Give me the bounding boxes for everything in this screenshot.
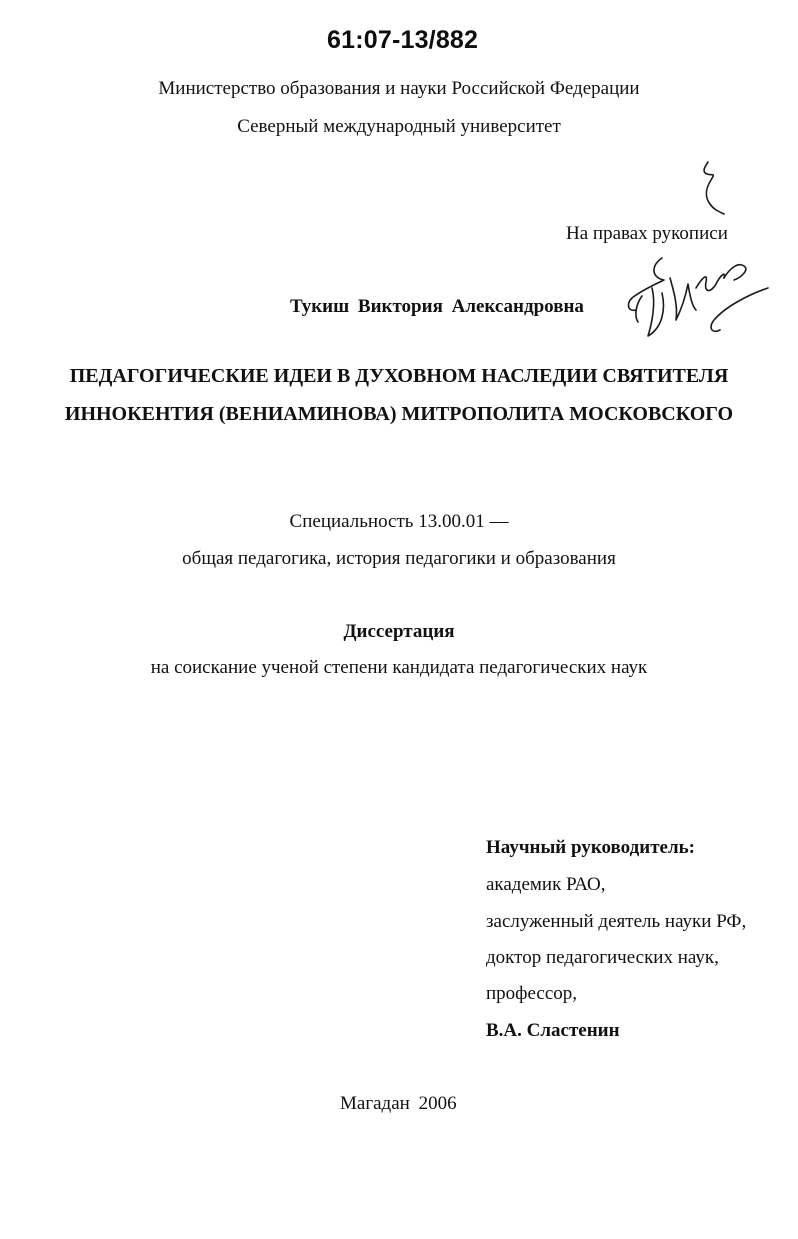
university-name: Северный международный университет: [237, 116, 561, 137]
document-type: Диссертация: [343, 621, 455, 642]
advisor-title: заслуженный деятель науки РФ,: [486, 911, 747, 932]
advisor-title: академик РАО,: [486, 874, 606, 895]
manuscript-rights-note: На правах рукописи: [566, 223, 728, 244]
advisor-title: профессор,: [486, 983, 578, 1004]
author-name: Тукиш Виктория Александровна: [290, 296, 584, 317]
handwritten-mark: [698, 160, 728, 220]
dissertation-title-line-1: ПЕДАГОГИЧЕСКИЕ ИДЕИ В ДУХОВНОМ НАСЛЕДИИ СВЯТИТЕЛЯ: [69, 365, 729, 387]
dissertation-title-line-2: ИННОКЕНТИЯ (ВЕНИАМИНОВА) МИТРОПОЛИТА МОСКОВСКОГО: [64, 403, 734, 425]
degree-line: на соискание ученой степени кандидата педагогических наук: [150, 657, 648, 678]
advisor-name: В.А. Сластенин: [486, 1020, 620, 1041]
specialty-description: общая педагогика, история педагогики и образования: [182, 548, 616, 569]
catalog-number: 61:07-13/882: [327, 26, 479, 54]
advisor-heading: Научный руководитель:: [486, 837, 695, 858]
author-signature: [622, 248, 772, 343]
city-year: Магадан 2006: [340, 1093, 457, 1114]
ministry-name: Министерство образования и науки Российской Федерации: [158, 78, 640, 99]
specialty-code: Специальность 13.00.01 —: [289, 511, 509, 532]
advisor-title: доктор педагогических наук,: [486, 947, 719, 968]
